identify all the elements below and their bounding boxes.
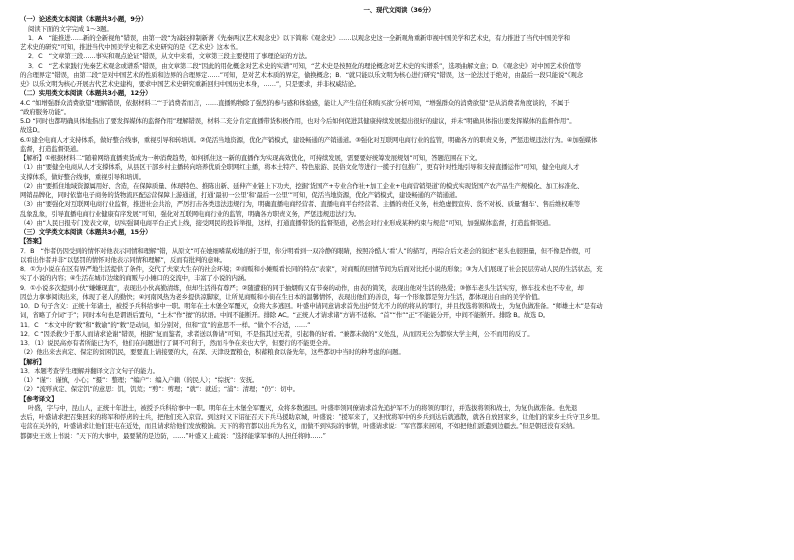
answer-line: 1．A “能推进……新的全新视角”错误，由第一段“为减轻抑制新著《先秦两汉艺术观念史》以下简称《观念史》……以观念史这一全新观角重新审视中国美学和艺术史，有力推进了当代中国美学和 [28,33,570,42]
answer-line: 7．B “作者仍因受到的情怀对他表示同情和理解”错，从原文“可在她细嗜谋成地的折于里，你分明看到一双冷静的眼睛，按照冷酷人‘看’人”的描写，再综合后文老会的叙述“老头也很胆量，但不像是作假，可 [20,246,591,255]
answer-line: 词，省略了介词“于”；同时本句也是谓语后置句，“土木”作“擅”的状语。中间不能断开。排除 AC。“正统人才请求诸”方请不适称。“首”“作”“正”不能能分开，中间不能断开。排除 B。故选 D。 [20,311,550,320]
part1-title: （一）论述类文本阅读（本题共3小题，9分） [20,15,148,24]
answer-heading: 【答案】 [20,237,45,246]
analysis-heading: 【解析】 [20,357,45,366]
answer-line: 11．C “本文中的“敕”和“敕谕”的“敕”是动词，如分别对，但和“宣”的意思不一样。“做个不合适，……” [20,320,311,329]
part1-intro: 阅读下面的文字完成 1～3题。 [28,24,113,33]
analysis-line: （2）由“要抓住地域资源属用好、含造，在保障质量、体现特色、推陈出新、延伸产业链上下功夫，挖掘‘货国产+专业合作社+加工企业+电商营销渠道’的模式实现货国产农产品生产规模化、加工标准化、 [20,181,584,190]
answer-line: 13．（1）说民高亦有者所能已为不，他们在问题进行了调不可利于，然而斗争在来也大学，但要行的不能更全并。 [20,339,335,347]
answer-line: 监督，打造监督渠道。 [20,144,83,153]
answer-line: 以看出作者并非“以惩罚的情怀对他表示同情和理解”，反而有批判的意味。 [20,255,227,264]
analysis-line: （1）“谨”：谨慎，小心；“摄”：整理；“编户”：编入户籍（的民人）；“综抚”：安抚。 [20,376,259,384]
section-title: 一、现代文阅读（36分） [363,6,435,14]
answer-line: 10．D 句子含义：正统十年诸士，被授予兵科给事中一职。明年在土木堡全军覆灭，众将大多逃回。叶盛申请同意请求首先出护贤尤不力的的将从的罪行，并且找选将领和战士，为复仇做准备。“师雄土木”是有动 [20,302,603,310]
translation-line: 屯营在关外的，叶盛请求让他们驻屯在近处，而且请求给他们发放粮饷。天下的将官都以出兵为名义，而做不到实际的事情，叶盛请求说：“军官都来居闲，不如把他们派遣到边疆去。”但是朝廷没有采纳。 [20,422,579,431]
analysis-line: 乱象乱象，引导直播电商行业健康有序发展”可知，强化对互联网电商行业的监管，明确各方职责义务，严惩违规违法行为。 [20,209,361,218]
answer-line: （2）他出来去真定、保定的贫困饥民，要要直上请接要的大，在深、天津设置粮仓，积蓄粮食以备先年，这些都切中当时的种考虑的问题。 [20,348,405,357]
answer-line: 故选D。 [20,126,44,135]
answer-key-document [20,6,778,441]
analysis-line: 网销品牌化，同时依靠电子商务的货物流匹配运营保障上游通道，打通‘最初一公里’和‘最后一公里’”可知，促活当地资源，优化产销模式，建设畅通的产销通道。 [20,191,462,199]
answer-line: 3．C “艺术家践行先秦艺术观念或谱系”错误，由文章第二段“因此的用化概念对艺术史的实谱”可知，“艺术史是按照化的理论概念对艺术史的实谱系”，选项曲解文意；D．《观念史》对中国艺术价值等 [28,61,581,70]
analysis-line: 13．本题考查学生理解并翻译文言文句子的能力。 [20,366,159,375]
answer-line: 12．C “因杀救少于那人而请求论谢”错误，根据“复而鉴者，求者送以鲁请”可知，不是指其过无者，引起鲁的好看。“兼都未做的”义处乱，从而因无公为都察大学主判，公不而用的反了。 [20,329,534,338]
answer-line: 艺术史的研究”可知，推进当代中国美学史和艺术史研究的是《艺术史》这本书。 [20,43,242,51]
answer-line: 4.C “如增强群众消费欲望”理解错误，依据材料二“‘于消费者而言，……直播购物除了强烈的参与感和体验感，能让人产生信任和购买欲’分析可知，“增强群众的消费欲望”是从消费者角度谈的，不属于 [20,98,570,107]
answer-line: 9．①小说多次提到小伙“嫌嫌现直”，表现出小伙高勤清练，但却生活得有尊严；②随遭谁的同于抽烟购又有节奏的动作，由表的简笑，表现出他对生活的热爱；③修车老头生活实穷，修车技术也不专业，却 [20,283,584,292]
answer-line: 的合理界定”错误，由第二段“是对中国艺术的性质和边界的合理界定……”可知，是对艺术本质的界定，偷换概念；B．“就只能以乐文明为核心进行研究”错误，这一论法过于绝对，由最后一段只能说“《观念 [20,70,583,79]
answer-line: 6.①建全电商人才支持体系，做好整合线事，重视引导和转培训。②促活当地资源，优化产销模式，建设畅通的产销通道。③强化对互联网电商行业的监管，明确各方的职责义务，严惩违规违法行为。④加强媒体 [20,135,598,144]
analysis-line: （3）由“要强化对互联网电商行业监督，推进社会共治，严厉打击各类违法违规行为，明确直播电商经营者、直播电商平台经营者、主播的责任义务，杜绝虚假宣传、货不对板、质量‘翻车’、售后维权难等 [20,200,581,209]
answer-line: 史》以乐文明为核心开展古代艺术史建构，要求中国艺术史研究重新回归中国历史本身，……”，只是要求，并非权威结论。 [20,80,361,88]
answer-line: 因总力拿事阅读出来，体现了老人的勤快；④河南风热为老乡提供凉脚家，让所见商贩和小街在生日本的温馨情怀，表现出他们的善良，每一个形象都是努力生活，都体现出自由的美学价值。 [20,292,544,301]
answer-line: 实了小说的内容；④生活在城市边缘的商贩与小摊口的交流中，丰富了小说的内涵。 [20,274,251,283]
answer-line: 2．C “文章第三段……事实和观点论证”错误，从文中来看，文章第三段主要使用了事理论证的方法。 [28,52,311,61]
translation-line: 都御史王竑上书说：“天下的大事中，最要紧的是边防，……”叶盛又上疏说：“选择能掌军事的人担任将帅……” [20,431,326,440]
analysis-line: 【解析】①根据材料二“随着网络直播卖货成为一种消费趋势，如何抓住这一新的直播作为实现高效优化，可持续发展，需要要好统筹发展规划”可知，答题范围在下文。 [20,154,482,162]
analysis-line: 支撑体系，做好整合线事，重视引导和培训。 [20,172,145,181]
reference-translation-title: 【参考译文】 [20,394,58,403]
answer-line: “政府服务功能”。 [20,107,71,116]
translation-line: 叶盛，字与中，昆山人，正统十年进士，被授予兵科给事中一职。明年在土木堡全军覆灭，众将多数逃回。叶盛率领同僚请求首先追护军不力的将领的罪行，并选拔将领和战士，为复仇做准备。也先退 [28,403,578,412]
part2-title: （二）实用类文本阅读（本题共3小题，12分） [20,89,152,98]
translation-line: 去后，叶盛请求把召集回来的将军和俘虏的士兵，把他们充入京营。到这时又下诏征召天下兵马援助京城，叶盛说：“援军来了，又担忧将军中的乡兵到达后就逃散，就各自放回家乡，让他们的家乡士兵守卫乡里。 [20,413,604,421]
answer-line: 5.D “同时也都明确具体地指出了要发挥媒体的监督作用”理解错误，材料二充分肯定直播带货积极作用，也对今后如何促进其健康持续发展提出很好的建议，并未“明确具体指出要发挥媒体的监督作用”。 [20,117,576,125]
analysis-line: （4）由“人民日报专门发表文章，切实强调电商平台正式上线，接受网民的投诉举报，这样，打通直播带货的监督渠道，必然会对行业形成某种约束与规范”可知，加强媒体监督，打造监督渠道。 [20,218,555,227]
analysis-line: （1）由“要健全电商从人才支撑体系，从县区干部乡村主播转向培养优质全职网红主播，将本土特产、特色旅游、民俗文化等进行一揽子打包推广，更有针对性地引导和支持直播运作”可知，健全电商人才 [20,163,580,172]
answer-line: 8．①为小说在在区有界严地生活提供了条件，交代了夫家大生存的社会环境；②商贩和小摊贩看长同的特点“表家”，对商贩的回情节间为后面对比托小说的形象；③为人们展现了社会民层劳动人民的生活状态，充 [20,265,603,273]
analysis-line: （2）“流殍真定、保定饥”的意思：饥，饥荒；“剪”：剪理；“就”：就近；“浦”：清理；“仍”：切中。 [20,385,299,394]
part3-title: （三）文学类文本阅读（本题共3小题，15分） [20,228,152,236]
